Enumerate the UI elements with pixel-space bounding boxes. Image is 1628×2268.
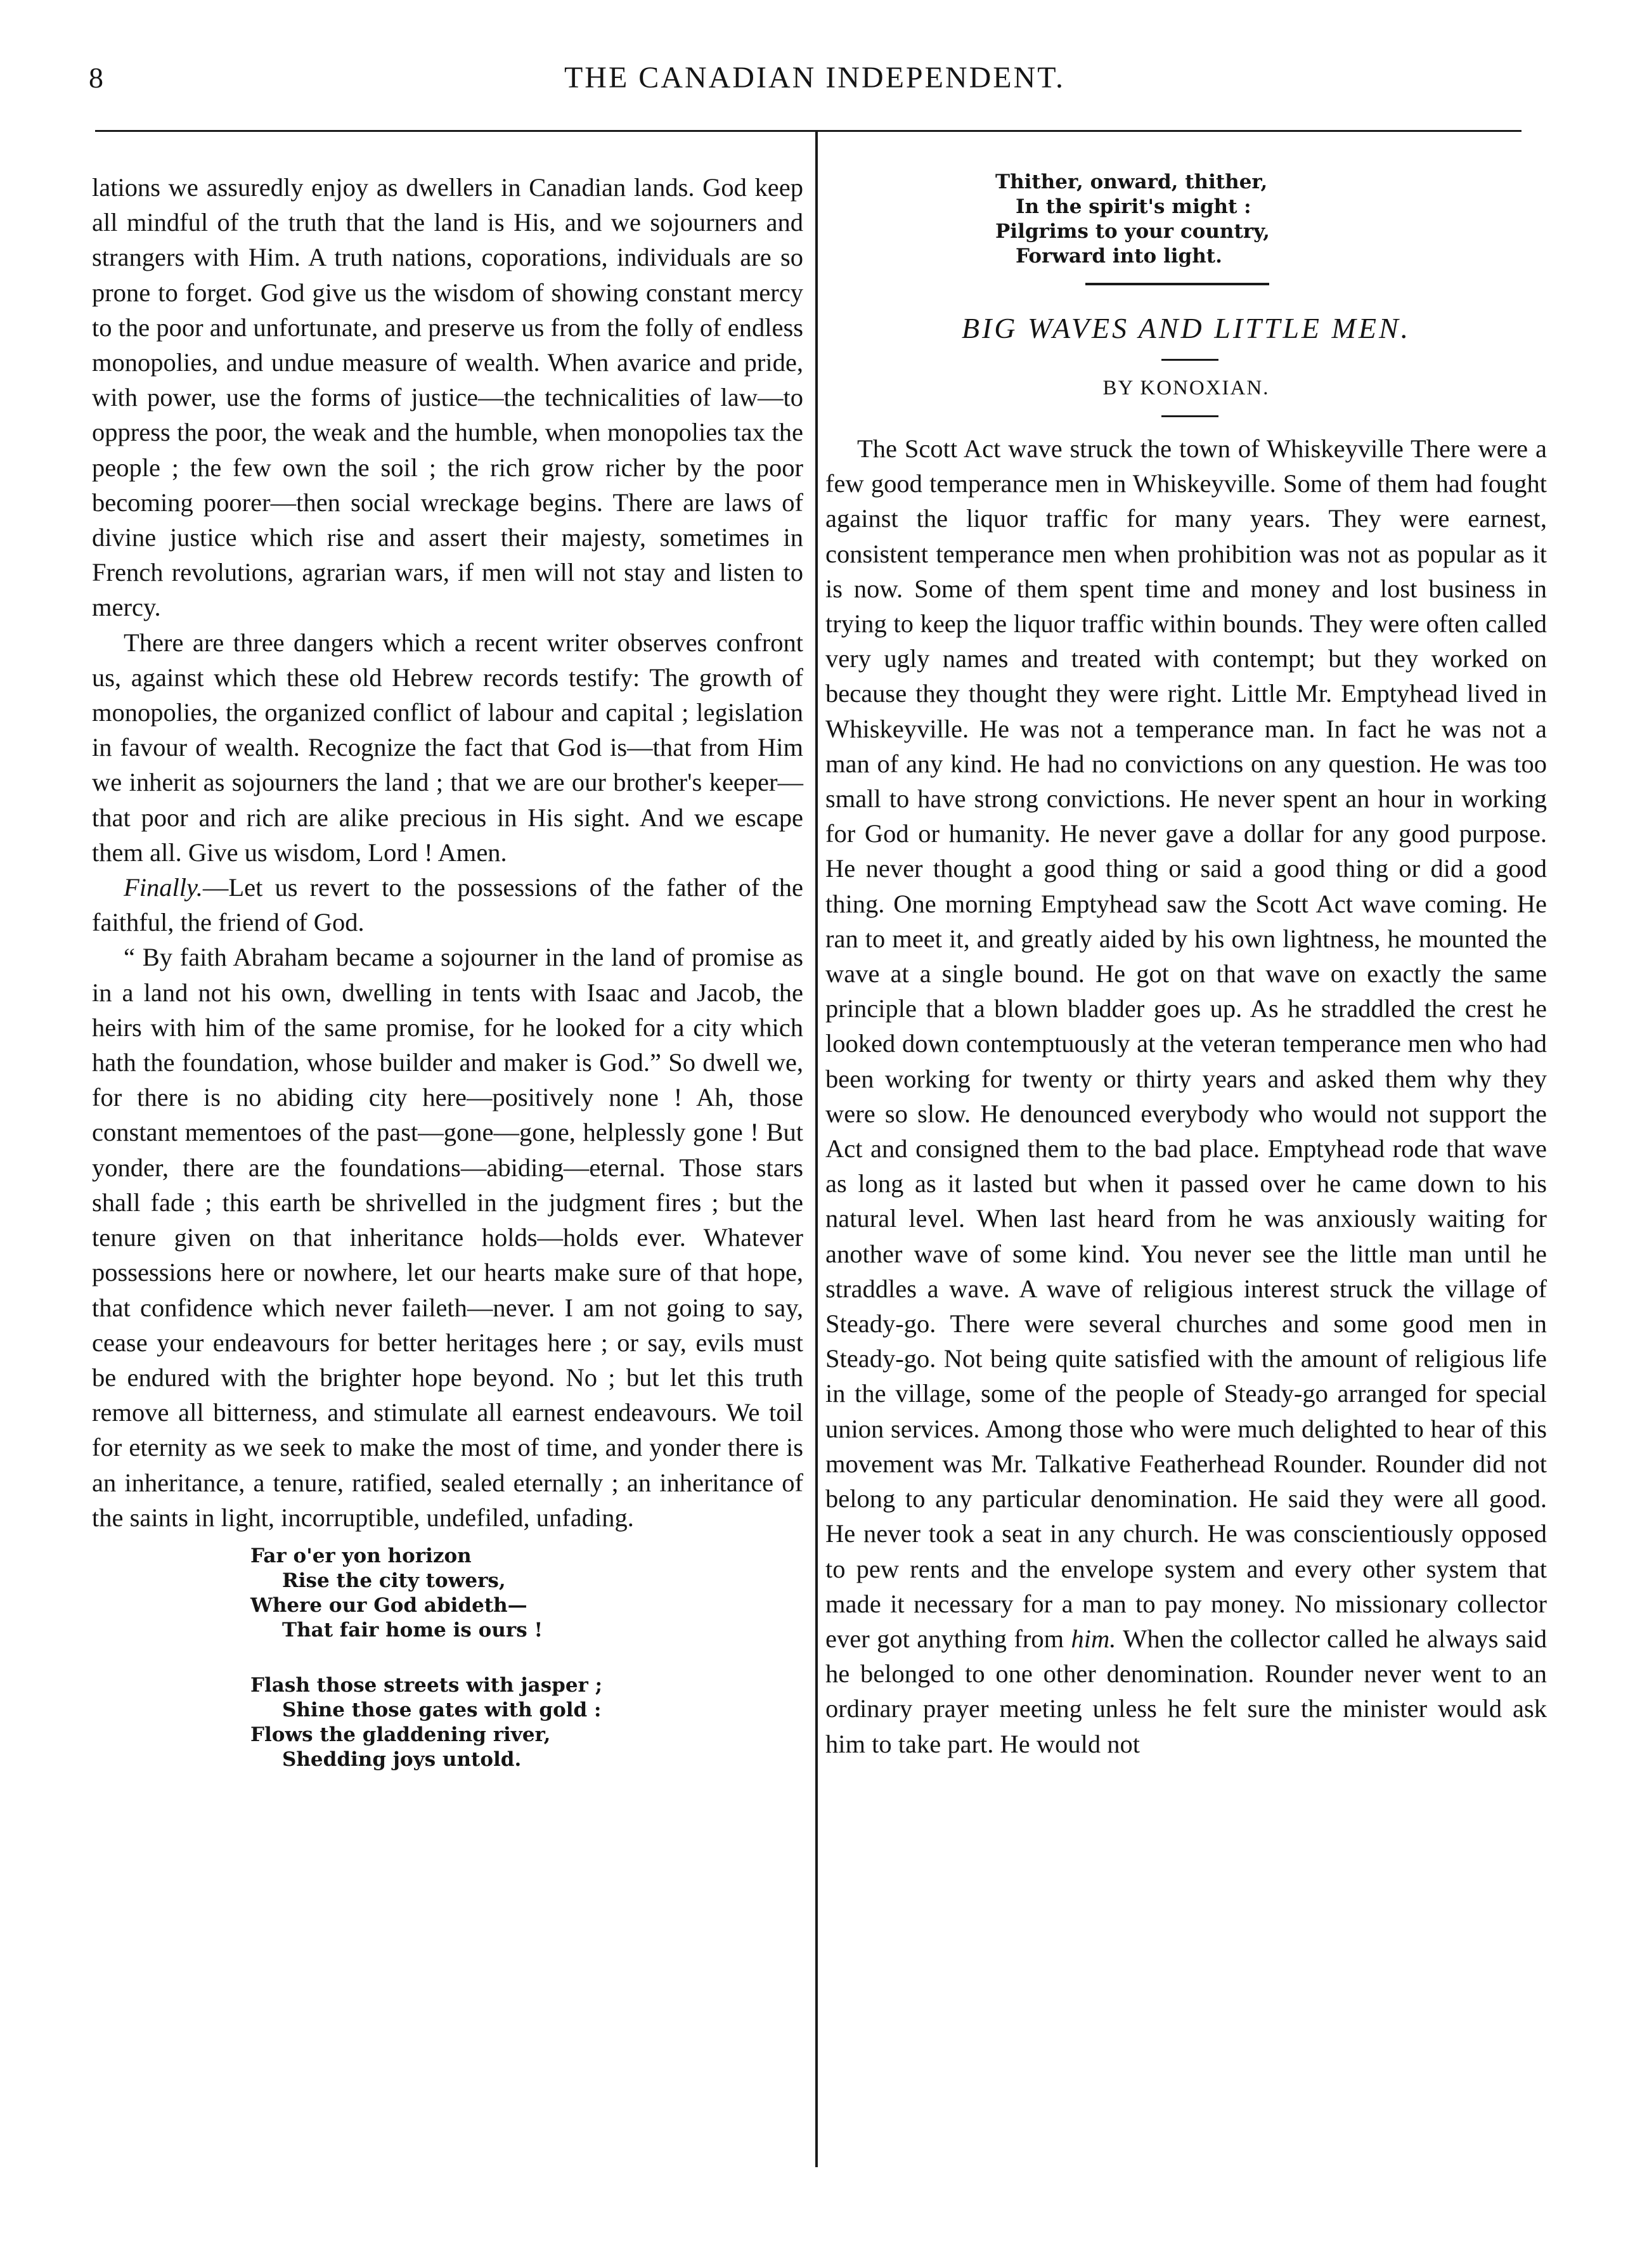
title-rule: [1161, 359, 1218, 361]
hymn-verse: [250, 1544, 803, 1772]
paragraph-text: —Let us revert to the possessions of the father of the faithful, the friend of God.: [92, 873, 803, 937]
right-column: [825, 170, 1547, 1761]
paragraph: lations we assuredly enjoy as dwellers in Canadian lands. God keep all mindful of the truth that the land is His, and we sojourners and strangers with Him. A truth nations, coporations, individuals are so prone to forget. God give us the wisdom of showing constant mercy to the poor and unfortunate, and preserve us from the folly of endless monopolies, and undue measure of wealth. When avarice and pride, with power, use the forms of justice—the technicalities of law—to oppress the poor, the weak and the humble, when monopolies tax the people ; the few own the soil ; the rich grow richer by the poor becoming poorer—then social wreckage begins. There are laws of divine justice which rise and assert their majesty, sometimes in French revolutions, agrarian wars, if men will not stay and listen to mercy.: [92, 173, 803, 622]
paragraph: [92, 870, 803, 940]
verse-line: Flows the gladdening river,: [250, 1723, 551, 1746]
verse-line: Flash those streets with jasper ;: [250, 1673, 603, 1697]
paragraph: “ By faith Abraham became a sojourner in the land of promise as in a land not his own, dwelling in tents with Isaac and Jacob, the heirs with him of the same promise, for he looked for a city which hath the foundation, whose builder and maker is God.” So dwell we, for there is no abiding city here—positively none ! Ah, those constant mementoes of the past—gone—gone, helplessly gone ! But yonder, there are the foundations—abiding—eternal. Those stars shall fade ; this earth be shrivelled in the judgment fires ; but the tenure given on that inheritance holds—holds ever. Whatever possessions here or nowhere, let our hearts make sure of that hope, that confidence which never faileth—never. I am not going to say, cease your endeavours for better heritages here ; or say, evils must be endured with the brighter hope beyond. No ; but let this truth remove all bitterness, and stimulate all earnest endeavours. We toil for eternity as we seek to make the most of time, and yonder there is an inheritance, a tenure, ratified, sealed eternally ; an inheritance of the saints in light, incorruptible, undefiled, unfading.: [92, 943, 803, 1532]
verse-line: Thither, onward, thither,: [995, 171, 1268, 193]
verse-line: Forward into light.: [1016, 245, 1222, 268]
paragraph: [825, 431, 1547, 1761]
stanza-gap: [250, 1643, 803, 1673]
verse-line: In the spirit's might :: [1016, 195, 1251, 218]
verse-line: Where our God abideth—: [250, 1593, 527, 1617]
column-divider: [815, 132, 818, 2167]
verse-line: Pilgrims to your country,: [995, 220, 1270, 243]
left-column: [92, 170, 803, 1772]
italic-lead: Finally.: [124, 873, 203, 902]
byline-rule: [1161, 415, 1218, 417]
page-number: 8: [89, 62, 103, 94]
paragraph-text: When the collector called he always said he belonged to one other denomination. Rounder never went to an ordinary prayer meeting unless he felt sure the minister would ask him to take part. He would not: [825, 1624, 1547, 1758]
verse-line: Shedding joys untold.: [282, 1747, 522, 1771]
hymn-verse: [995, 170, 1547, 269]
header-rule: [95, 130, 1521, 132]
paragraph: There are three dangers which a recent writer observes confront us, against which these old Hebrew records testify: The growth of monopolies, the organized conflict of labour and capital ; legislation in favour of wealth. Recognize the fact that God is—that from Him we inherit as sojourners the land ; that we are our brother's keeper—that poor and rich are alike precious in His sight. And we escape them all. Give us wisdom, Lord ! Amen.: [92, 628, 803, 867]
verse-line: Shine those gates with gold :: [282, 1698, 602, 1721]
article-body: [825, 431, 1547, 1761]
page-header: [89, 56, 1541, 107]
verse-line: That fair home is ours !: [282, 1618, 543, 1642]
paragraph-text: The Scott Act wave struck the town of Whiskeyville There were a few good temperance men in Whiskeyville. Some of them had fought against the liquor traffic for many years. They were earnest, consistent temperance men when prohibition was not as popular as it is now. Some of them spent time and money and lost business in trying to keep the liquor traffic within bounds. They were often called very ugly names and treated with contempt; but they worked on because they thought they were right. Little Mr. Emptyhead lived in Whiskeyville. He was not a temperance man. In fact he was not a man of any kind. He had no convictions on any question. He was too small to have strong convictions. He never spent an hour in working for God or humanity. He never gave a dollar for any good purpose. He never thought a good thing or said a good thing or did a good thing. One morning Emptyhead saw the Scott Act wave coming. He ran to meet it, and greatly aided by his own lightness, he mounted the wave at a single bound. He got on that wave on exactly the same principle that a blown bladder goes up. As he straddled the crest he looked down contemptuously at the veteran temperance men who had been working for twenty or thirty years and asked them why they were so slow. He denounced everybody who would not support the Act and consigned them to the bad place. Emptyhead rode that wave as long as it lasted but when it passed over he came down to his natural level. When last heard from he was anxiously waiting for another wave of some kind. You never see the little man until he straddles a wave. A wave of religious interest struck the village of Steady-go. There were several churches and some good men in Steady-go. Not being quite satisfied with the amount of religious life in the village, some of the people of Steady-go arranged for special union services. Among those who were much delighted to hear of this movement was Mr. Talkative Featherhead Rounder. Rounder did not belong to any particular denomination. He said they were all good. He never took a seat in any church. He was conscientiously opposed to pew rents and the envelope system and every other system that made it necessary for a man to pay money. No missionary collector ever got anything from: [825, 434, 1547, 1653]
section-rule: [1085, 283, 1269, 285]
article-title: BIG WAVES AND LITTLE MEN.: [961, 312, 1411, 344]
running-title: THE CANADIAN INDEPENDENT.: [564, 61, 1065, 94]
byline: BY KONOXIAN.: [1102, 377, 1270, 399]
verse-line: Rise the city towers,: [282, 1569, 506, 1592]
verse-line: Far o'er yon horizon: [250, 1544, 472, 1567]
emphasized-word: him.: [1071, 1624, 1116, 1653]
